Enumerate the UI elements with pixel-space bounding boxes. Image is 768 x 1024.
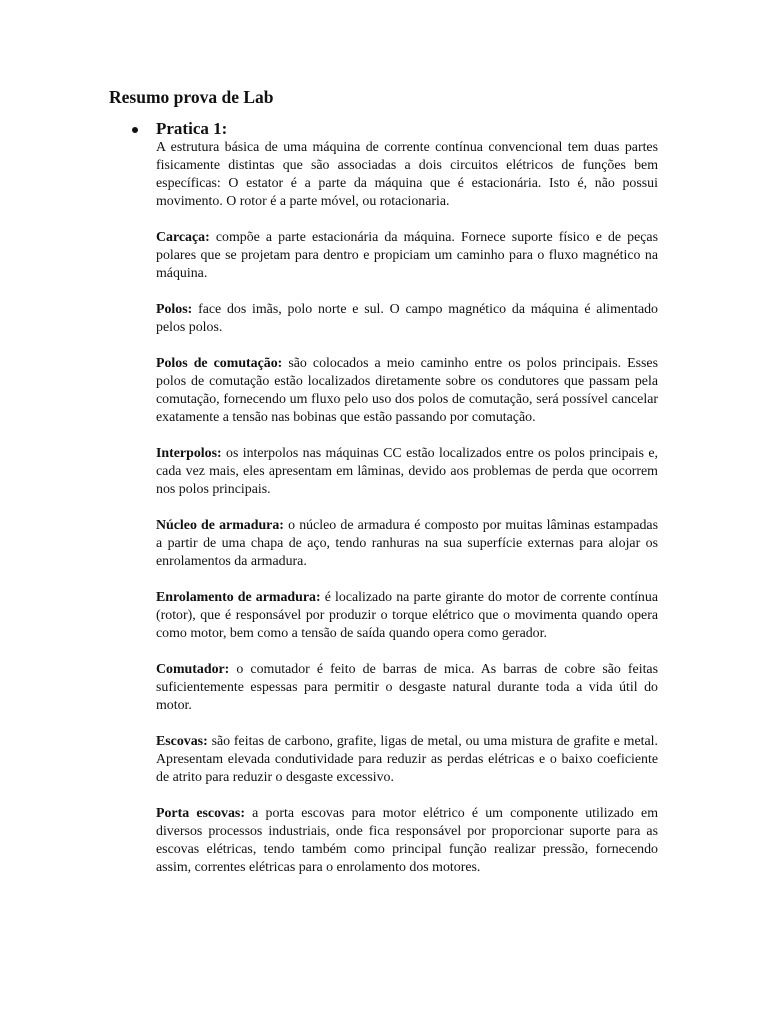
section-heading: Pratica 1: <box>156 119 228 138</box>
term-label: Porta escovas: <box>156 806 245 821</box>
term-definition: os interpolos nas máquinas CC estão localizados entre os polos principais e, cada vez mais, eles apresentam em lâminas, devido aos problemas de perda que ocorrem nos polos principais. <box>156 446 658 497</box>
term-label: Carcaça: <box>156 230 210 245</box>
section-content <box>156 139 658 895</box>
term-paragraph-interpolos <box>156 445 658 499</box>
term-definition: é localizado na parte girante do motor de corrente contínua (rotor), que é responsável por produzir o torque elétrico que o movimenta quando opera como motor, bem como a tensão de saída quando opera como gerador. <box>156 590 658 641</box>
term-paragraph-polos <box>156 301 658 337</box>
term-label: Comutador: <box>156 662 230 677</box>
term-label: Interpolos: <box>156 446 222 461</box>
term-paragraph-escovas <box>156 733 658 787</box>
term-definition: o núcleo de armadura é composto por muitas lâminas estampadas a partir de uma chapa de aço, tendo ranhuras na sua superfície externas para alojar os enrolamentos da armadura. <box>156 518 659 569</box>
term-paragraph-nucleo-de-armadura <box>156 517 658 571</box>
intro-paragraph: A estrutura básica de uma máquina de corrente contínua convencional tem duas partes fisicamente distintas que são associadas a dois circuitos elétricos de funções bem específicas: O estator é a parte da máquina que é estacionária. Isto é, não possui movimento. O rotor é a parte móvel, ou rotacionaria. <box>156 140 658 209</box>
term-label: Polos de comutação: <box>156 356 283 371</box>
term-definition: o comutador é feito de barras de mica. As barras de cobre são feitas suficientemente espessas para permitir o desgaste natural durante toda a vida útil do motor. <box>156 662 658 713</box>
term-definition: compõe a parte estacionária da máquina. Fornece suporte físico e de peças polares que se projetam para dentro e propiciam um caminho para o fluxo magnético na máquina. <box>156 230 658 281</box>
term-paragraph-polos-de-comutacao <box>156 355 658 427</box>
term-definition: face dos imãs, polo norte e sul. O campo magnético da máquina é alimentado pelos polos. <box>156 302 658 335</box>
term-definition: a porta escovas para motor elétrico é um componente utilizado em diversos processos industriais, onde fica responsável por proporcionar suporte para as escovas elétricas, tendo também como principal função realizar pressão, fornecendo assim, correntes elétricas para o enrolamento dos motores. <box>156 806 658 875</box>
term-label: Polos: <box>156 302 193 317</box>
term-label: Escovas: <box>156 734 208 749</box>
term-label: Enrolamento de armadura: <box>156 590 321 605</box>
bullet-icon <box>132 127 138 133</box>
term-label: Núcleo de armadura: <box>156 518 284 533</box>
term-definition: são feitas de carbono, grafite, ligas de metal, ou uma mistura de grafite e metal. Apresentam elevada condutividade para reduzir as perdas elétricas e o baixo coeficiente de atrito para reduzir o desgaste excessivo. <box>156 734 658 785</box>
term-paragraph-porta-escovas <box>156 805 658 877</box>
term-paragraph-carcaca <box>156 229 658 283</box>
term-paragraph-comutador <box>156 661 658 715</box>
term-definition: são colocados a meio caminho entre os polos principais. Esses polos de comutação estão localizados diretamente sobre os condutores que passam pela comutação, fornecendo um fluxo pelo uso dos polos de comutação, será possível cancelar exatamente a tensão nas bobinas que estão passando por comutação. <box>156 356 658 425</box>
document-title: Resumo prova de Lab <box>109 87 274 107</box>
term-paragraph-enrolamento-de-armadura <box>156 589 658 643</box>
